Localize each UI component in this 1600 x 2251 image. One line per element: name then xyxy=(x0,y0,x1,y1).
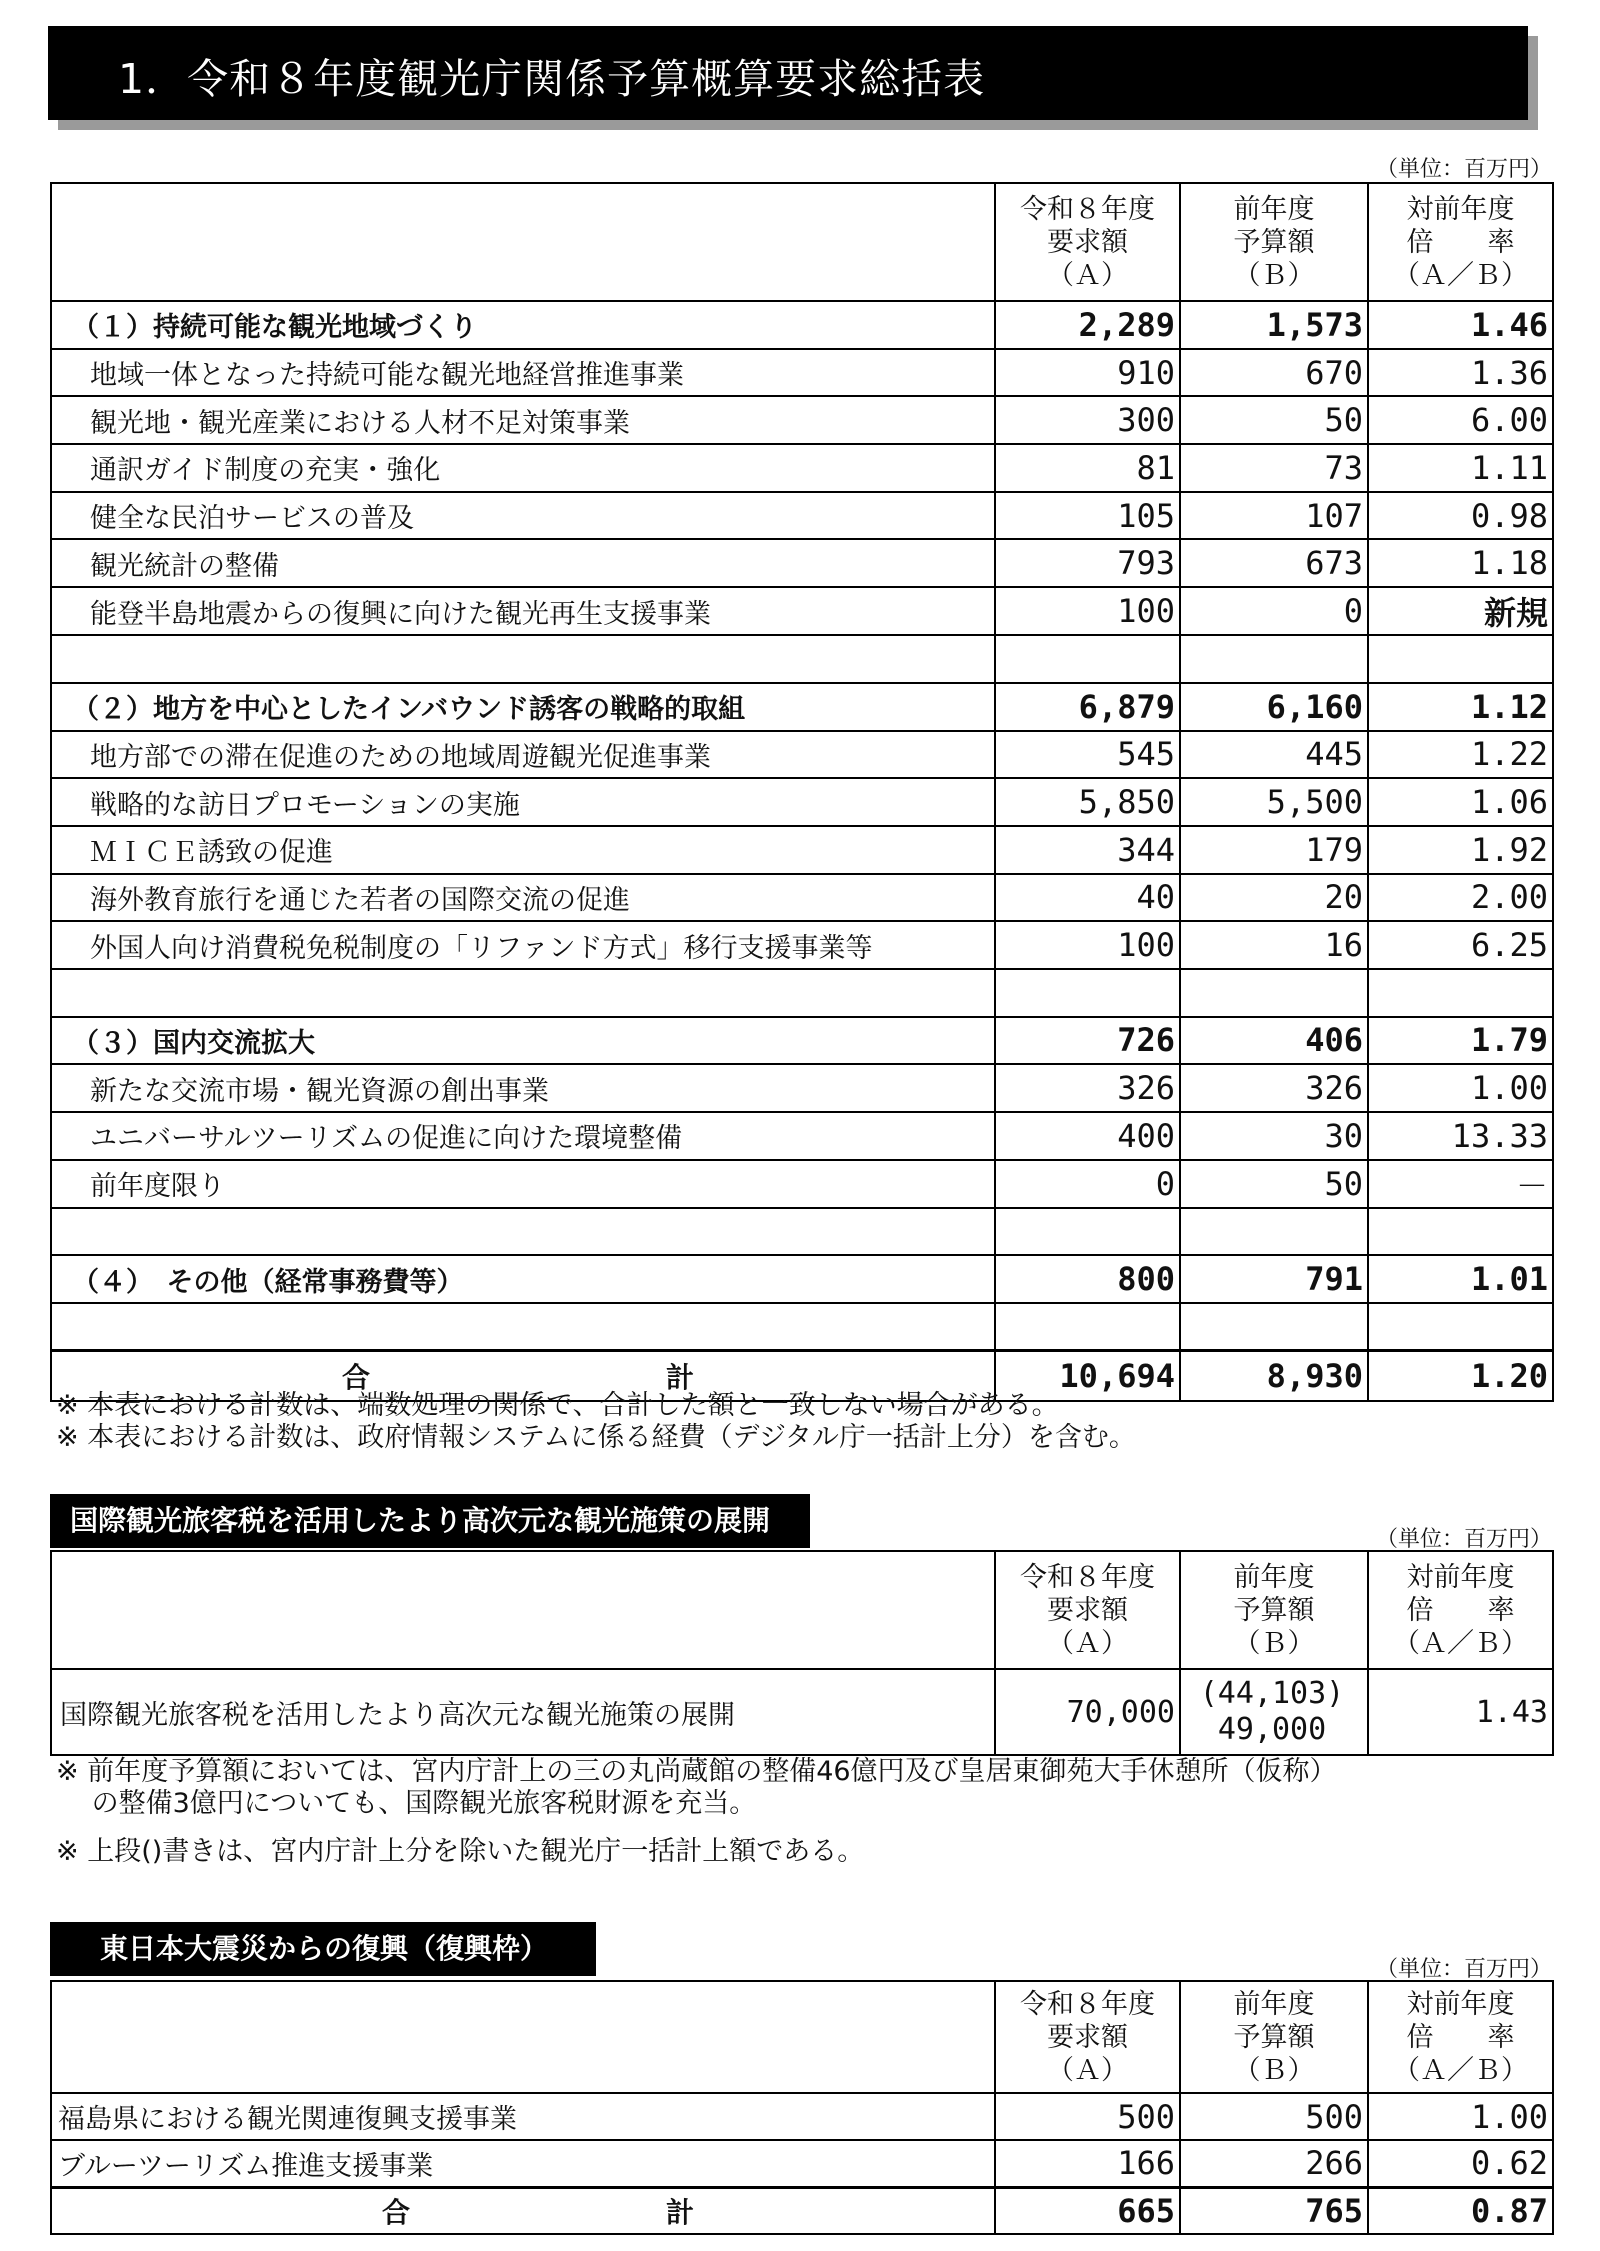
prev-budget: 16 xyxy=(1180,921,1368,969)
blank-cell xyxy=(995,1303,1180,1351)
title-bar xyxy=(48,26,1528,120)
total-label: 合 計 xyxy=(51,1351,995,1401)
ratio: 1.92 xyxy=(1368,826,1553,874)
tax-note-3: ※ 上段()書きは、宮内庁計上分を除いた観光庁一括計上額である。 xyxy=(56,1836,865,1867)
section-row xyxy=(51,301,1553,349)
tax-section-band: 国際観光旅客税を活用したより高次元な観光施策の展開 xyxy=(50,1494,810,1548)
tax-row-request: 70,000 xyxy=(995,1669,1180,1755)
recovery-total-request: 665 xyxy=(995,2187,1180,2234)
tax-note-1: ※ 前年度予算額においては、宮内庁計上の三の丸尚蔵館の整備46億円及び皇居東御苑大手休憩所（仮称） xyxy=(56,1756,1337,1787)
prev-budget: 6,160 xyxy=(1180,683,1368,731)
row-label: 新たな交流市場・観光資源の創出事業 xyxy=(51,1064,995,1112)
blank-cell xyxy=(1368,1303,1553,1351)
request-amount: 100 xyxy=(995,587,1180,635)
recovery-row-1 xyxy=(51,2093,1553,2140)
blank-row xyxy=(51,1303,1553,1351)
ratio: 新規 xyxy=(1368,587,1553,635)
blank-cell xyxy=(1368,1208,1553,1256)
request-amount: 326 xyxy=(995,1064,1180,1112)
item-row xyxy=(51,349,1553,397)
row-label: ユニバーサルツーリズムの促進に向けた環境整備 xyxy=(51,1112,995,1160)
total-request-amount: 10,694 xyxy=(995,1351,1180,1401)
prev-budget: 445 xyxy=(1180,731,1368,779)
recovery-row-ratio: 0.62 xyxy=(1368,2140,1553,2187)
blank-cell xyxy=(1180,969,1368,1017)
recovery-total-label: 合 計 xyxy=(51,2187,995,2234)
tax-row xyxy=(51,1669,1553,1755)
item-row xyxy=(51,731,1553,779)
tax-row-prev-top: (44,103) xyxy=(1199,1676,1345,1711)
request-amount: 545 xyxy=(995,731,1180,779)
prev-budget: 30 xyxy=(1180,1112,1368,1160)
row-label: 地方部での滞在促進のための地域周遊観光促進事業 xyxy=(51,731,995,779)
total-ratio: 1.20 xyxy=(1368,1351,1553,1401)
blank-cell xyxy=(51,635,995,683)
page-title: 1．令和８年度観光庁関係予算概算要求総括表 xyxy=(118,55,986,103)
item-row xyxy=(51,778,1553,826)
ratio: 1.01 xyxy=(1368,1255,1553,1303)
tax-row-prev-bottom: 49,000 xyxy=(1217,1712,1327,1747)
ratio: 1.22 xyxy=(1368,731,1553,779)
tax-note-2: の整備3億円についても、国際観光旅客税財源を充当。 xyxy=(56,1788,757,1819)
ratio: 1.12 xyxy=(1368,683,1553,731)
recovery-header-blank xyxy=(51,1981,995,2093)
item-row xyxy=(51,921,1553,969)
recovery-row-request: 500 xyxy=(995,2093,1180,2140)
section-row xyxy=(51,1017,1553,1065)
ratio: 6.00 xyxy=(1368,396,1553,444)
prev-budget: 406 xyxy=(1180,1017,1368,1065)
recovery-row-prev: 266 xyxy=(1180,2140,1368,2187)
blank-cell xyxy=(51,969,995,1017)
ratio: 0.98 xyxy=(1368,492,1553,540)
prev-budget: 1,573 xyxy=(1180,301,1368,349)
row-label: 観光統計の整備 xyxy=(51,539,995,587)
item-row xyxy=(51,539,1553,587)
recovery-row-label: 福島県における観光関連復興支援事業 xyxy=(51,2093,995,2140)
main-table-body xyxy=(51,301,1553,1351)
blank-cell xyxy=(51,1303,995,1351)
section-row xyxy=(51,1255,1553,1303)
blank-cell xyxy=(1180,1208,1368,1256)
request-amount: 0 xyxy=(995,1160,1180,1208)
tax-table xyxy=(50,1550,1554,1756)
request-amount: 400 xyxy=(995,1112,1180,1160)
row-label: 観光地・観光産業における人材不足対策事業 xyxy=(51,396,995,444)
row-label: 前年度限り xyxy=(51,1160,995,1208)
tax-unit-label: （単位：百万円） xyxy=(1375,1527,1552,1552)
request-amount: 5,850 xyxy=(995,778,1180,826)
request-amount: 726 xyxy=(995,1017,1180,1065)
item-row xyxy=(51,587,1553,635)
header-prev-budget: 前年度 予算額 （Ｂ） xyxy=(1180,183,1368,301)
prev-budget: 50 xyxy=(1180,396,1368,444)
prev-budget: 107 xyxy=(1180,492,1368,540)
recovery-row-2 xyxy=(51,2140,1553,2187)
request-amount: 81 xyxy=(995,444,1180,492)
blank-cell xyxy=(995,635,1180,683)
row-label: （４） その他（経常事務費等） xyxy=(51,1255,995,1303)
recovery-row-ratio: 1.00 xyxy=(1368,2093,1553,2140)
ratio: 13.33 xyxy=(1368,1112,1553,1160)
row-label: 健全な民泊サービスの普及 xyxy=(51,492,995,540)
ratio: 1.36 xyxy=(1368,349,1553,397)
row-label: （２）地方を中心としたインバウンド誘客の戦略的取組 xyxy=(51,683,995,731)
request-amount: 100 xyxy=(995,921,1180,969)
main-note-2: ※ 本表における計数は、政府情報システムに係る経費（デジタル庁一括計上分）を含む。 xyxy=(56,1422,1136,1453)
item-row xyxy=(51,1064,1553,1112)
recovery-total-row xyxy=(51,2187,1553,2234)
prev-budget: 0 xyxy=(1180,587,1368,635)
ratio: 6.25 xyxy=(1368,921,1553,969)
item-row xyxy=(51,492,1553,540)
recovery-header-row xyxy=(51,1981,1553,2093)
tax-header-request: 令和８年度 要求額 （Ａ） xyxy=(995,1551,1180,1669)
recovery-header-ratio: 対前年度 倍 率 （Ａ／Ｂ） xyxy=(1368,1981,1553,2093)
request-amount: 6,879 xyxy=(995,683,1180,731)
blank-row xyxy=(51,969,1553,1017)
tax-header-blank xyxy=(51,1551,995,1669)
row-label: 海外教育旅行を通じた若者の国際交流の促進 xyxy=(51,874,995,922)
recovery-table xyxy=(50,1980,1554,2235)
tax-row-prev xyxy=(1180,1669,1368,1755)
recovery-total-ratio: 0.87 xyxy=(1368,2187,1553,2234)
header-ratio: 対前年度 倍 率 （Ａ／Ｂ） xyxy=(1368,183,1553,301)
request-amount: 2,289 xyxy=(995,301,1180,349)
table-header-row xyxy=(51,183,1553,301)
header-request-amount: 令和８年度 要求額 （Ａ） xyxy=(995,183,1180,301)
recovery-header-prev: 前年度 予算額 （Ｂ） xyxy=(1180,1981,1368,2093)
item-row xyxy=(51,1112,1553,1160)
blank-cell xyxy=(1180,635,1368,683)
ratio: － xyxy=(1368,1160,1553,1208)
recovery-row-label: ブルーツーリズム推進支援事業 xyxy=(51,2140,995,2187)
request-amount: 793 xyxy=(995,539,1180,587)
recovery-section-band: 東日本大震災からの復興（復興枠） xyxy=(50,1922,596,1976)
blank-cell xyxy=(1368,635,1553,683)
ratio: 1.11 xyxy=(1368,444,1553,492)
main-note-1: ※ 本表における計数は、端数処理の関係で、合計した額と一致しない場合がある。 xyxy=(56,1390,1059,1421)
ratio: 1.00 xyxy=(1368,1064,1553,1112)
tax-row-label: 国際観光旅客税を活用したより高次元な観光施策の展開 xyxy=(51,1669,995,1755)
tax-row-ratio: 1.43 xyxy=(1368,1669,1553,1755)
prev-budget: 20 xyxy=(1180,874,1368,922)
ratio: 1.79 xyxy=(1368,1017,1553,1065)
prev-budget: 5,500 xyxy=(1180,778,1368,826)
request-amount: 105 xyxy=(995,492,1180,540)
blank-row xyxy=(51,1208,1553,1256)
prev-budget: 73 xyxy=(1180,444,1368,492)
prev-budget: 673 xyxy=(1180,539,1368,587)
recovery-row-prev: 500 xyxy=(1180,2093,1368,2140)
recovery-total-prev: 765 xyxy=(1180,2187,1368,2234)
item-row xyxy=(51,444,1553,492)
row-label: （１）持続可能な観光地域づくり xyxy=(51,301,995,349)
prev-budget: 670 xyxy=(1180,349,1368,397)
request-amount: 800 xyxy=(995,1255,1180,1303)
request-amount: 40 xyxy=(995,874,1180,922)
blank-cell xyxy=(995,1208,1180,1256)
tax-header-prev: 前年度 予算額 （Ｂ） xyxy=(1180,1551,1368,1669)
blank-cell xyxy=(51,1208,995,1256)
main-budget-table xyxy=(50,182,1554,1402)
item-row xyxy=(51,826,1553,874)
ratio: 1.46 xyxy=(1368,301,1553,349)
row-label: 外国人向け消費税免税制度の「リファンド方式」移行支援事業等 xyxy=(51,921,995,969)
ratio: 1.06 xyxy=(1368,778,1553,826)
blank-cell xyxy=(995,969,1180,1017)
header-blank-cell xyxy=(51,183,995,301)
item-row xyxy=(51,1160,1553,1208)
item-row xyxy=(51,396,1553,444)
section-row xyxy=(51,683,1553,731)
request-amount: 300 xyxy=(995,396,1180,444)
request-amount: 910 xyxy=(995,349,1180,397)
total-prev-budget: 8,930 xyxy=(1180,1351,1368,1401)
row-label: 能登半島地震からの復興に向けた観光再生支援事業 xyxy=(51,587,995,635)
prev-budget: 179 xyxy=(1180,826,1368,874)
blank-cell xyxy=(1180,1303,1368,1351)
row-label: ＭＩＣＥ誘致の促進 xyxy=(51,826,995,874)
row-label: 戦略的な訪日プロモーションの実施 xyxy=(51,778,995,826)
request-amount: 344 xyxy=(995,826,1180,874)
item-row xyxy=(51,874,1553,922)
prev-budget: 50 xyxy=(1180,1160,1368,1208)
unit-label: （単位：百万円） xyxy=(1375,157,1552,182)
row-label: 通訳ガイド制度の充実・強化 xyxy=(51,444,995,492)
tax-header-row xyxy=(51,1551,1553,1669)
prev-budget: 791 xyxy=(1180,1255,1368,1303)
recovery-header-request: 令和８年度 要求額 （Ａ） xyxy=(995,1981,1180,2093)
prev-budget: 326 xyxy=(1180,1064,1368,1112)
blank-row xyxy=(51,635,1553,683)
tax-header-ratio: 対前年度 倍 率 （Ａ／Ｂ） xyxy=(1368,1551,1553,1669)
ratio: 1.18 xyxy=(1368,539,1553,587)
ratio: 2.00 xyxy=(1368,874,1553,922)
row-label: （３）国内交流拡大 xyxy=(51,1017,995,1065)
recovery-unit-label: （単位：百万円） xyxy=(1375,1957,1552,1982)
blank-cell xyxy=(1368,969,1553,1017)
row-label: 地域一体となった持続可能な観光地経営推進事業 xyxy=(51,349,995,397)
recovery-row-request: 166 xyxy=(995,2140,1180,2187)
